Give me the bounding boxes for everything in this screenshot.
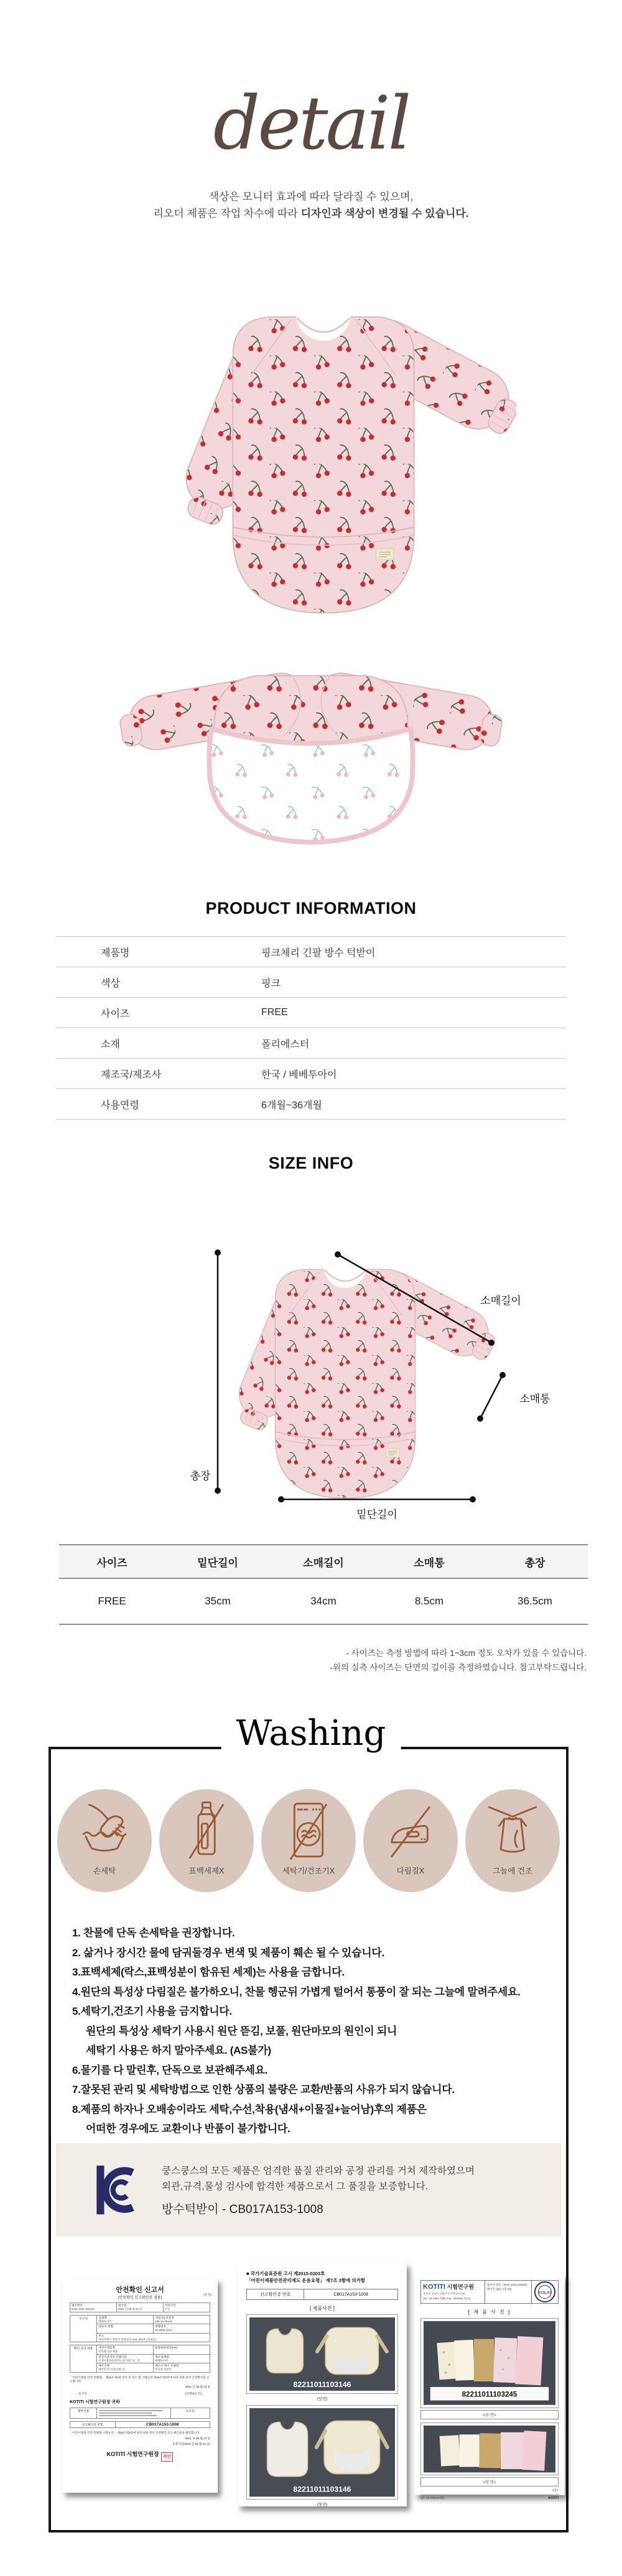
cell-value: 8.5cm — [414, 1595, 444, 1607]
no-machine-dryer-icon — [279, 1798, 338, 1862]
fabric-photo-back — [420, 2422, 559, 2475]
photo-caption-back: (뒷면) — [317, 2503, 328, 2508]
table-row — [56, 1088, 566, 1120]
color-disclaimer — [0, 188, 622, 222]
instruction-line: 3.표백세제(락스,표백성분이 함유된 세제)는 사용을 금합니다. — [72, 1966, 345, 1978]
no-iron-icon — [381, 1798, 440, 1862]
kotiti-address2: (Tel : 02-3451-7000, Fax : 02-3451-7171) — [423, 2296, 471, 2300]
cert-subtitle: (안전확인 신고확인증 겸용) — [118, 2296, 162, 2300]
svg-text:KOLAS: KOLAS — [537, 2291, 552, 2295]
kotiti-receipt-cell: 접수서 번호 : 8221-1011-103245 페이지 (20) / (총 20) — [485, 2281, 532, 2303]
doc-photo-fabrics-front — [424, 2321, 555, 2405]
care-icon-label: 다림질X — [396, 1867, 425, 1875]
cert-date: 2021 년 08 월 24 일 — [185, 2385, 210, 2388]
size-note-line: - 사이즈는 측정 방법에 따라 1~3cm 정도 오차가 있을 수 있습니다. — [346, 1649, 587, 1658]
hand-wash-icon — [75, 1798, 134, 1862]
product-photo-back-doc — [246, 2405, 398, 2500]
instruction-line: 원단의 특성상 세탁기 사용시 원단 뜯김, 보풀, 원단마모의 원인이 되니 — [86, 2025, 397, 2037]
size-table-row — [59, 1579, 588, 1624]
size-note-line: -위의 실측 사이즈는 단면의 길이를 측정하였습니다. 참고부탁드립니다. — [330, 1663, 587, 1672]
row-label: 사용연령 — [101, 1100, 139, 1111]
photo-section-title: [ 제품사진 ] — [310, 2306, 335, 2311]
shade-dry-icon — [483, 1798, 542, 1862]
cert-content-table: 확인 신고 내용 어린이제품명 유아용 섬유제품 품목분류번호(HS) 안전기준상의 모델구분 신생아용품(턱받이)-폴리에스터, 면 제조업체명 베베투아이 제조국명 대한민국 (서울특별시) 제조사 제시 모델명 유아용 턱받이 — [70, 2345, 210, 2373]
table-row — [56, 936, 566, 967]
svg-text:82211011103245: 82211011103245 — [462, 2390, 518, 2399]
washing-instructions — [72, 1923, 564, 2139]
cert-corner-note: (앞 쪽) — [203, 2293, 211, 2296]
kc-certification-number: 방수턱받이 - CB017A153-1008 — [162, 2203, 323, 2216]
certificate-safety-report — [62, 2278, 218, 2493]
doc-photo-fabrics-back — [424, 2426, 555, 2472]
cert-statement: 「어린이제품 안전 특별법」 제22조제1항 전단 및 같은 법 시행규칙 제29조제1항에 따라 위와 같이 안전확인을 신고합니다. — [70, 2375, 210, 2383]
instruction-line: 어떠한 경우에도 교환이나 반품이 불가합니다. — [86, 2123, 290, 2135]
svg-text:82211011103146: 82211011103146 — [293, 2380, 351, 2389]
disclaimer-line1: 색상은 모니터 효과에 따라 달라질 수 있으며, — [208, 191, 414, 203]
row-value: 폴리에스터 — [261, 1039, 310, 1050]
photo-caption-front: (앞면) — [317, 2397, 328, 2402]
disclaimer-line2: 리오더 제품은 작업 차수에 따라 디자인과 색상이 변경될 수 있습니다. — [153, 208, 469, 219]
cell-value: 36.5cm — [518, 1595, 552, 1607]
photo-caption-back: <뒷 면> — [420, 2477, 559, 2486]
kotiti-logo-cell — [421, 2281, 485, 2303]
row-value: FREE — [261, 1007, 288, 1018]
cert-number-table: 신고확인증 번호 CB017A153-1008 — [70, 2421, 210, 2428]
care-icon-no-machine — [261, 1789, 356, 1892]
col-header: 소매통 — [414, 1557, 445, 1569]
product-photo-back — [93, 658, 529, 863]
svg-text:82211011103146: 82211011103146 — [293, 2485, 351, 2494]
instruction-line: 1. 찬물에 단독 손세탁을 권장합니다. — [72, 1927, 235, 1939]
col-header: 사이즈 — [96, 1557, 128, 1569]
instruction-line: 8.제품의 하자나 오배송이라도 세탁,수선,착용(냄새+이물질+늘어남)후의 제품은 — [72, 2103, 427, 2115]
no-bleach-icon — [177, 1798, 236, 1862]
total-length-label: 총장 — [190, 1470, 211, 1482]
table-row — [56, 997, 566, 1028]
size-notes — [330, 1646, 587, 1675]
care-icons-row — [57, 1789, 560, 1892]
kc-certification-block — [56, 2143, 561, 2237]
kc-mark-icon — [91, 2160, 143, 2220]
fabric-photo-front — [420, 2318, 559, 2408]
product-photo-front-doc — [246, 2314, 398, 2394]
instruction-line: 세탁기 사용은 하지 말아주세요. (AS불가) — [86, 2045, 271, 2056]
cell-value: FREE — [98, 1595, 126, 1607]
cert-issuer: KOTITI 시험연구원장 직인 — [70, 2450, 210, 2460]
row-label: 제조국/제조사 — [101, 1069, 162, 1080]
size-diagram — [37, 1218, 585, 1529]
hem-length-label: 밑단길이 — [356, 1509, 397, 1520]
instruction-line: 4.원단의 특성상 다림질은 불가하오니, 찬물 헹군뒤 가볍게 털어서 통풍이 잘 되는 그늘에 말려주세요. — [72, 1985, 521, 1998]
detail-script-heading: detail — [213, 80, 409, 166]
doc-photo-bibs-front — [249, 2317, 395, 2391]
care-icon-label: 손세탁 — [93, 1867, 116, 1875]
certificate-kotiti-report — [414, 2274, 565, 2501]
certificate-confirmation-photos — [238, 2263, 407, 2506]
washing-heading: Washing — [221, 1713, 401, 1754]
cert-statement2: 「어린이제품 안전 특별법 시행규칙」 제29조제2항에 따라 위와 같이 안전확인 신고 확인증을 발급합니다. — [70, 2431, 200, 2434]
care-icon-no-iron — [363, 1789, 458, 1892]
table-row — [56, 1058, 566, 1088]
row-value: 핑크체리 긴팔 방수 턱받이 — [261, 947, 376, 959]
cert-date2: 2021 년 08 월 24 일 — [185, 2436, 210, 2440]
kolas-badge-icon — [534, 2281, 556, 2303]
row-label: 사이즈 — [101, 1008, 130, 1019]
cert-notice1: ■ 국가기술표준원 고시 제2015-0203호 — [246, 2271, 325, 2276]
doc-photo-bibs-back — [249, 2408, 395, 2496]
page-number-mark: <2> — [552, 2489, 559, 2493]
care-icon-shade-dry — [465, 1789, 560, 1892]
row-value: 6개월~36개월 — [261, 1100, 322, 1111]
size-info-heading: SIZE INFO — [268, 1154, 354, 1172]
table-row — [56, 1028, 566, 1058]
cell-value: 34cm — [310, 1595, 337, 1607]
col-header: 소매길이 — [303, 1557, 344, 1569]
care-icon-no-bleach — [159, 1789, 254, 1892]
cert-addressee: KOTITI 시험연구원장 귀하 — [70, 2399, 120, 2404]
instruction-line: 2. 삶거나 장시간 물에 담궈둘경우 변색 및 제품이 훼손 될 수 있습니다. — [72, 1946, 384, 1959]
kc-line2: 외관,규격,물성 검사에 합격한 제품으로서 그 품질을 보증합니다. — [162, 2181, 429, 2192]
care-icon-label: 세탁기/건조기X — [282, 1867, 335, 1875]
table-row — [56, 967, 566, 997]
kotiti-header — [420, 2280, 559, 2304]
photo-caption-front: <앞 면> — [420, 2410, 559, 2419]
care-icon-hand-wash — [57, 1789, 152, 1892]
col-header: 총장 — [524, 1557, 545, 1569]
attachment-scribbles — [97, 2408, 170, 2418]
care-icon-label: 그늘에 건조 — [493, 1867, 532, 1875]
sleeve-width-label: 소매통 — [519, 1393, 550, 1405]
product-photo-front — [131, 283, 516, 645]
row-label: 소재 — [101, 1039, 120, 1050]
cert-validity: 유효기간(2026 년 08 월 23 일) — [172, 2442, 210, 2445]
kotiti-logo: KOTITI 시험연구원 — [423, 2283, 475, 2291]
kc-text — [162, 2163, 475, 2217]
size-table — [59, 1544, 588, 1625]
instruction-line: 5.세탁기,건조기 사용을 금지합니다. — [72, 2005, 232, 2017]
cert-notice2: 「어린이제품안전관리제도 운용요령」 제7조 3항에 의거함 — [246, 2278, 366, 2283]
cert-receipt-table: 접수번호 8221-1011-103146 접수일 2021 년 08 월 24 일 처리기간 7 일 — [70, 2302, 210, 2312]
row-label: 제품명 — [101, 947, 130, 959]
kc-line1: 쿵스쿵스의 모든 제품은 엄격한 품질 관리와 공정 관리를 거쳐 제작하였으며 — [162, 2166, 475, 2176]
cert-signature-row: 신고인 (서명또는인) — [78, 2392, 202, 2396]
cert-attachment-table: 첨부서류 수수료 — [70, 2408, 210, 2419]
kolas-badge-cell — [532, 2281, 558, 2303]
row-value: 한국 / 베베투아이 — [261, 1069, 337, 1080]
size-table-header — [59, 1545, 588, 1579]
kotiti-address1: 경기도 성남시 중원구 사기막골로 111 — [423, 2292, 465, 2295]
cert-reporter-table: 신고인 업체명 베베투아이 사업자등록번호 208-14-45144 대표자 성명 전화번호 02-6080-2444 주소 서울특별시 중랑구 봉화산로 236, 602호 (신내동) — [70, 2315, 210, 2343]
product-information-heading: PRODUCT INFORMATION — [205, 899, 417, 918]
row-value: 핑크 — [261, 978, 281, 989]
cert-number-row: 신고확인증 번호 CB017A153-1008 — [246, 2289, 398, 2300]
photo-section-title: [ 제 품 사 진 ] — [468, 2309, 511, 2315]
instruction-line: 7.잘못된 관리 및 세탁방법으로 인한 상품의 불량은 교환/반품의 사유가 되지 않습니다. — [72, 2084, 455, 2095]
sleeve-length-label: 소매길이 — [480, 1295, 521, 1307]
cert-title: 안전확인 신고서 — [116, 2286, 164, 2294]
doc-footer: QF-16-04(rev.00) KOTITI — [420, 2495, 559, 2500]
product-information-table — [56, 936, 566, 1120]
row-label: 색상 — [101, 978, 120, 989]
washing-care-box — [49, 1747, 569, 2532]
red-seal-stamp-icon: 직인 — [161, 2452, 174, 2462]
col-header: 밑단길이 — [197, 1557, 238, 1569]
care-icon-label: 표백세제X — [188, 1867, 225, 1875]
instruction-line: 6.물기를 다 말린후, 단독으로 보관해주세요. — [72, 2064, 268, 2076]
cell-value: 35cm — [205, 1595, 231, 1607]
